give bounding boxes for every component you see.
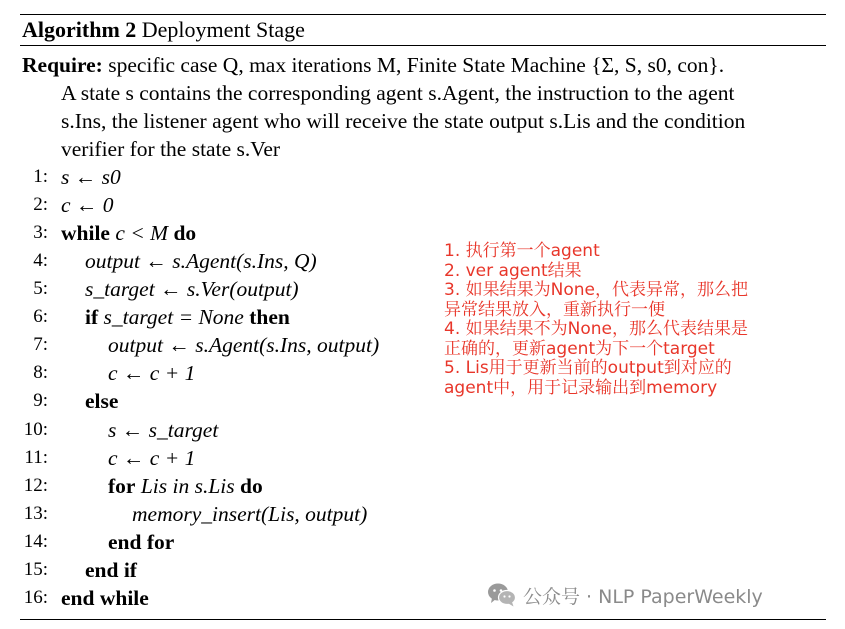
algorithm-number: Algorithm 2 — [22, 17, 137, 42]
line-code — [85, 387, 118, 415]
line-number: 6: — [33, 306, 48, 327]
bottom-rule — [20, 619, 826, 620]
line-number: 8: — [33, 362, 48, 383]
code-text: s_target = None — [98, 305, 250, 329]
annotation-line: 1. 执行第一个agent — [444, 241, 600, 261]
line-number: 10: — [23, 419, 48, 440]
code-text: Lis in s.Lis — [135, 474, 241, 498]
require-line-2: A state s contains the corresponding agent s.Agent, the instruction to the agent — [61, 81, 735, 105]
annotation-line: 异常结果放入，重新执行一便 — [444, 299, 665, 320]
line-code — [108, 331, 379, 359]
line-code — [108, 416, 218, 444]
code-text: s ← s_target — [108, 418, 219, 442]
annotation-line: 5. Lis用于更新当前的output到对应的 — [444, 358, 732, 378]
keyword: end for — [108, 530, 175, 554]
line-number: 16: — [23, 587, 48, 608]
keyword: for — [108, 474, 136, 498]
code-text: c ← c + 1 — [108, 361, 196, 385]
handwritten-annotation — [444, 242, 748, 398]
header-rule — [20, 45, 826, 46]
line-code — [61, 163, 121, 191]
line-number: 2: — [33, 194, 48, 215]
algorithm-title — [22, 17, 305, 43]
line-code — [85, 556, 137, 584]
line-number: 5: — [33, 278, 48, 299]
line-number: 9: — [33, 390, 48, 411]
keyword: else — [85, 389, 119, 413]
line-number: 4: — [33, 250, 48, 271]
code-text: output ← s.Agent(s.Ins, Q) — [85, 249, 317, 273]
wechat-icon — [487, 582, 517, 608]
annotation-line: 正确的，更新agent为下一个target — [444, 338, 715, 359]
keyword: end while — [61, 586, 149, 610]
code-text: memory_insert(Lis, output) — [132, 502, 368, 526]
line-code — [61, 584, 149, 612]
line-number: 11: — [24, 447, 48, 468]
line-code — [108, 359, 195, 387]
keyword: then — [249, 305, 290, 329]
line-code — [85, 247, 317, 275]
line-number: 1: — [33, 166, 48, 187]
keyword: do — [240, 474, 263, 498]
watermark — [487, 581, 763, 609]
line-code — [132, 500, 367, 528]
keyword: end if — [85, 558, 137, 582]
keyword: while — [61, 221, 110, 245]
algorithm-name: Deployment Stage — [136, 17, 305, 42]
code-text: c ← c + 1 — [108, 446, 196, 470]
line-number: 3: — [33, 222, 48, 243]
code-text: s_target ← s.Ver(output) — [85, 277, 299, 301]
keyword: do — [173, 221, 197, 245]
code-text: s ← s0 — [61, 165, 121, 189]
line-code — [108, 528, 174, 556]
line-number: 7: — [33, 334, 48, 355]
watermark-text: 公众号 · NLP PaperWeekly — [523, 585, 763, 608]
annotation-line: 2. ver agent结果 — [444, 260, 582, 281]
annotation-line: 4. 如果结果不为None，那么代表结果是 — [444, 319, 748, 339]
require-text: specific case Q, max iterations M, Finite State Machine {Σ, S, s0, con}. — [102, 53, 725, 77]
line-number: 14: — [23, 531, 48, 552]
require-line-3: s.Ins, the listener agent who will receive the state output s.Lis and the condition — [61, 109, 746, 133]
line-code — [85, 303, 290, 331]
top-rule — [20, 14, 826, 15]
annotation-line: agent中，用于记录输出到memory — [444, 377, 718, 398]
line-number: 12: — [23, 475, 48, 496]
line-number: 13: — [23, 503, 48, 524]
line-code — [108, 472, 263, 500]
require-label: Require: — [22, 53, 103, 77]
line-code — [108, 444, 195, 472]
require-line-1 — [22, 51, 724, 79]
code-text: c ← 0 — [61, 193, 114, 217]
line-code — [61, 219, 196, 247]
annotation-line: 3. 如果结果为None，代表异常，那么把 — [444, 280, 748, 300]
line-code — [61, 191, 114, 219]
require-line-4: verifier for the state s.Ver — [61, 137, 281, 161]
line-code — [85, 275, 299, 303]
keyword: if — [85, 305, 99, 329]
code-text: c < M — [109, 221, 174, 245]
code-text: output ← s.Agent(s.Ins, output) — [108, 333, 380, 357]
line-number: 15: — [23, 559, 48, 580]
